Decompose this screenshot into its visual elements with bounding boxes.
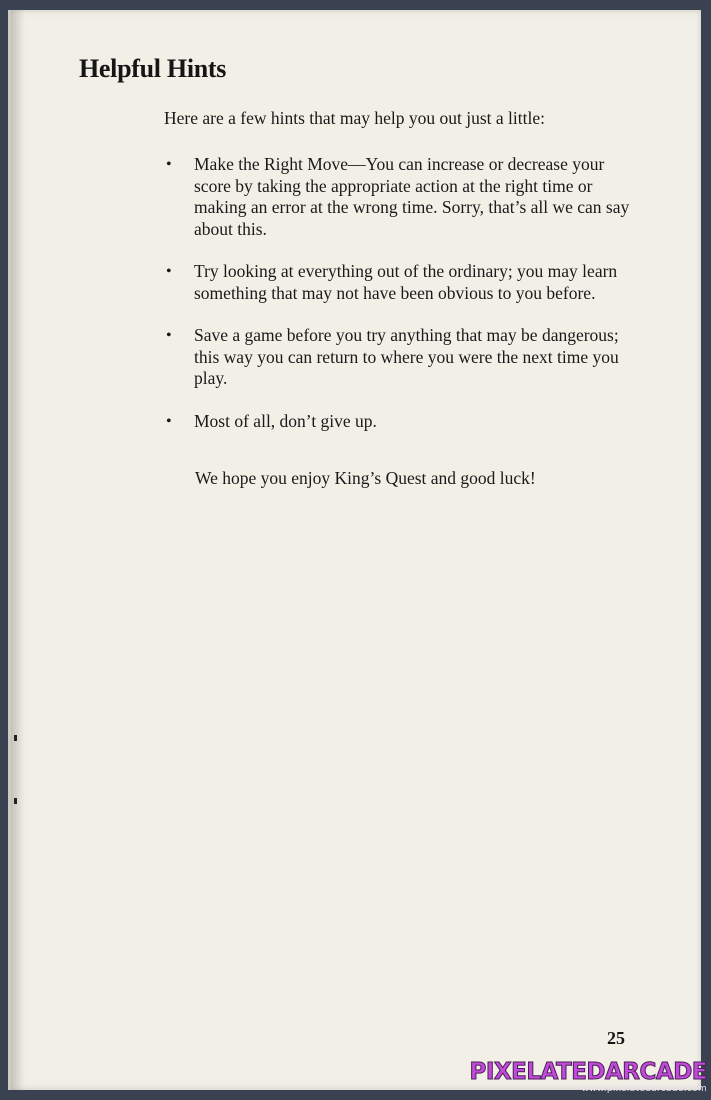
bullet-icon: • [166,412,172,430]
manual-page [8,10,701,1090]
list-item [164,261,644,304]
binding-mark [14,735,17,741]
page-number: 25 [607,1028,625,1048]
watermark-url: www.pixelatedarcade.com [581,1084,707,1094]
hint-text: Save a game before you try anything that may be dangerous; this way you can return to where you were the next time you play. [194,325,619,388]
page-title: Helpful Hints [79,54,227,83]
list-item [164,325,644,390]
closing-text: We hope you enjoy King’s Quest and good luck! [195,468,536,488]
watermark-logo: PIXELATEDARCADE [469,1059,707,1085]
list-item [164,411,644,433]
list-item [164,154,644,240]
hints-list [164,154,644,453]
hint-text: Most of all, don’t give up. [194,410,377,431]
watermark [469,1060,707,1094]
hint-text: Make the Right Move—You can increase or decrease your score by taking the appropriate action at the right time or making an error at the wrong time. Sorry, that’s all we can say about this. [194,154,630,239]
bullet-icon: • [166,156,172,173]
bullet-icon: • [166,327,172,344]
binding-mark [14,798,17,804]
intro-text: Here are a few hints that may help you out just a little: [164,108,546,128]
bullet-icon: • [166,263,172,280]
hint-text: Try looking at everything out of the ordinary; you may learn something that may not have been obvious to you before. [194,261,618,303]
